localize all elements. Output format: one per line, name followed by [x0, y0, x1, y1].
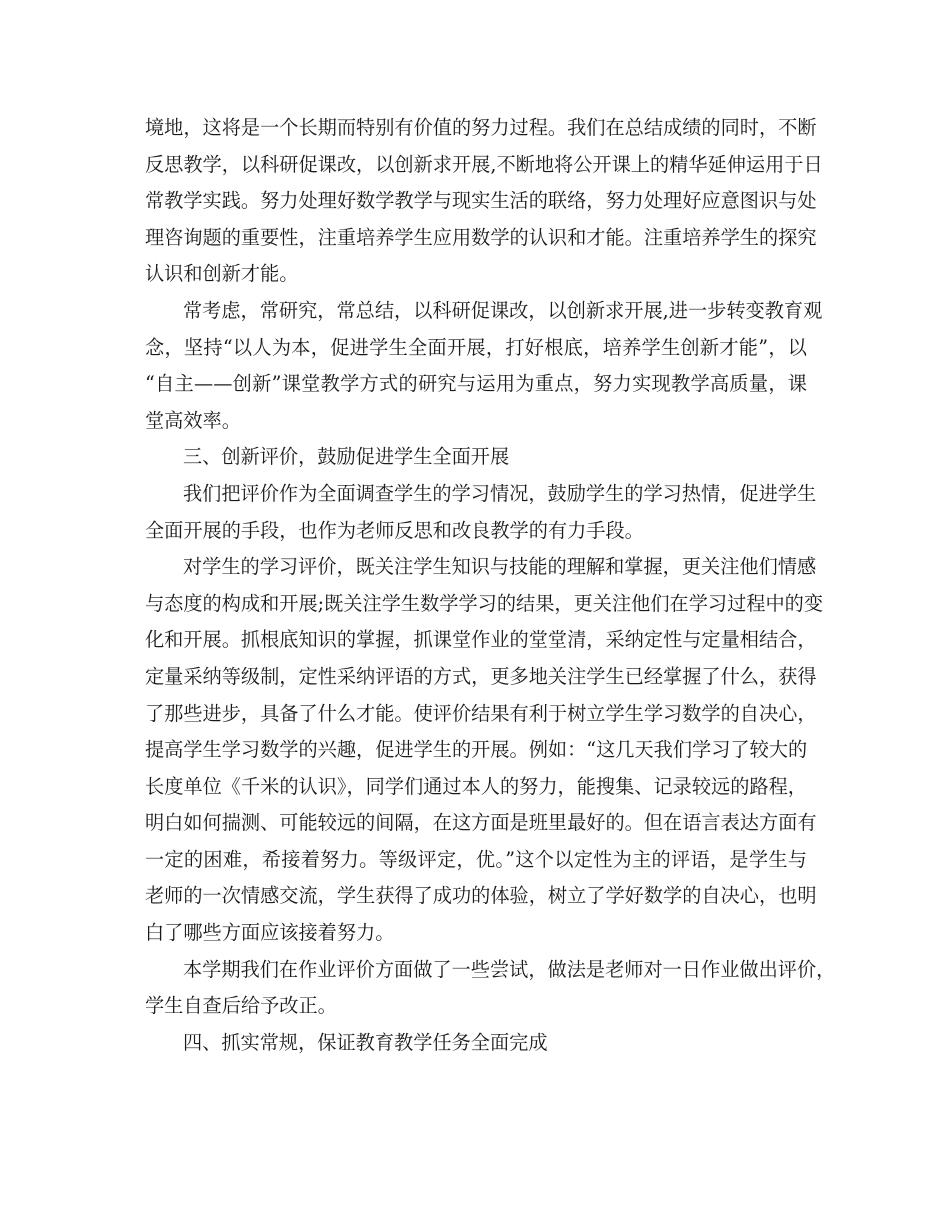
text-line: 学生自查后给予改正。 [145, 994, 337, 1018]
paragraph [145, 952, 836, 1025]
document-page [145, 110, 836, 1061]
text-line: 提高学生学习数学的兴趣，促进学生的开展。例如：“这几天我们学习了较大的 [145, 738, 808, 762]
text-line: 堂高效率。 [145, 408, 241, 432]
text-line: 念，坚持“以人为本，促进学生全面开展，打好根底，培养学生创新才能”，以 [145, 335, 807, 359]
text-line: 老师的一次情感交流，学生获得了成功的体验，树立了学好数学的自决心，也明 [145, 884, 817, 908]
text-line: 境地，这将是一个长期而特别有价值的努力过程。我们在总结成绩的同时，不断 [145, 116, 817, 139]
text-line: 一定的困难，希接着努力。等级评定，优。”这个以定性为主的评语，是学生与 [145, 847, 807, 871]
text-line: 定量采纳等级制，定性采纳评语的方式，更多地关注学生已经掌握了什么，获得 [145, 664, 817, 688]
paragraph [145, 549, 824, 952]
section-heading [145, 1025, 807, 1062]
text-line: 常教学实践。努力处理好数学教学与现实生活的联络，努力处理好应意图识与处 [145, 189, 817, 213]
paragraph-continuation [145, 110, 823, 293]
text-line: 全面开展的手段，也作为老师反思和改良教学的有力手段。 [145, 518, 644, 542]
text-line: 与态度的构成和开展;既关注学生数学学习的结果，更关注他们在学习过程中的变 [145, 591, 824, 615]
text-line: 理咨询题的重要性，注重培养学生应用数学的认识和才能。注重培养学生的探究 [145, 225, 817, 249]
text-line: 白了哪些方面应该接着努力。 [145, 921, 395, 945]
text-line: 化和开展。抓根底知识的掌握，抓课堂作业的堂堂清，采纳定性与定量相结合， [145, 628, 817, 652]
heading-text: 三、创新评价，鼓励促进学生全面开展 [183, 445, 510, 469]
text-line: 长度单位《千米的认识》，同学们通过本人的努力，能搜集、记录较远的路程， [145, 774, 807, 798]
text-line: 常考虑，常研究，常总结，以科研促课改，以创新求开展,进一步转变教育观 [183, 298, 823, 322]
text-line: 了那些进步，具备了什么才能。使评价结果有利于树立学生学习数学的自决心， [145, 701, 817, 725]
text-line: 对学生的学习评价，既关注学生知识与技能的理解和掌握，更关注他们情感 [183, 555, 817, 579]
heading-text: 四、抓实常规，保证教育教学任务全面完成 [183, 1030, 548, 1054]
text-line: “自主——创新”课堂教学方式的研究与运用为重点，努力实现教学高质量，课 [145, 372, 807, 396]
text-line: 认识和创新才能。 [145, 262, 299, 286]
text-line: 本学期我们在作业评价方面做了一些尝试，做法是老师对一日作业做出评价， [183, 957, 836, 981]
text-line: 明白如何揣测、可能较远的间隔，在这方面是班里最好的。但在语言表达方面有 [145, 811, 817, 835]
paragraph [145, 293, 823, 439]
text-line: 反思教学，以科研促课改，以创新求开展,不断地将公开课上的精华延伸运用于日 [145, 152, 823, 176]
section-heading [145, 439, 807, 476]
text-line: 我们把评价作为全面调查学生的学习情况，鼓励学生的学习热情，促进学生 [183, 481, 817, 505]
paragraph [145, 476, 817, 549]
